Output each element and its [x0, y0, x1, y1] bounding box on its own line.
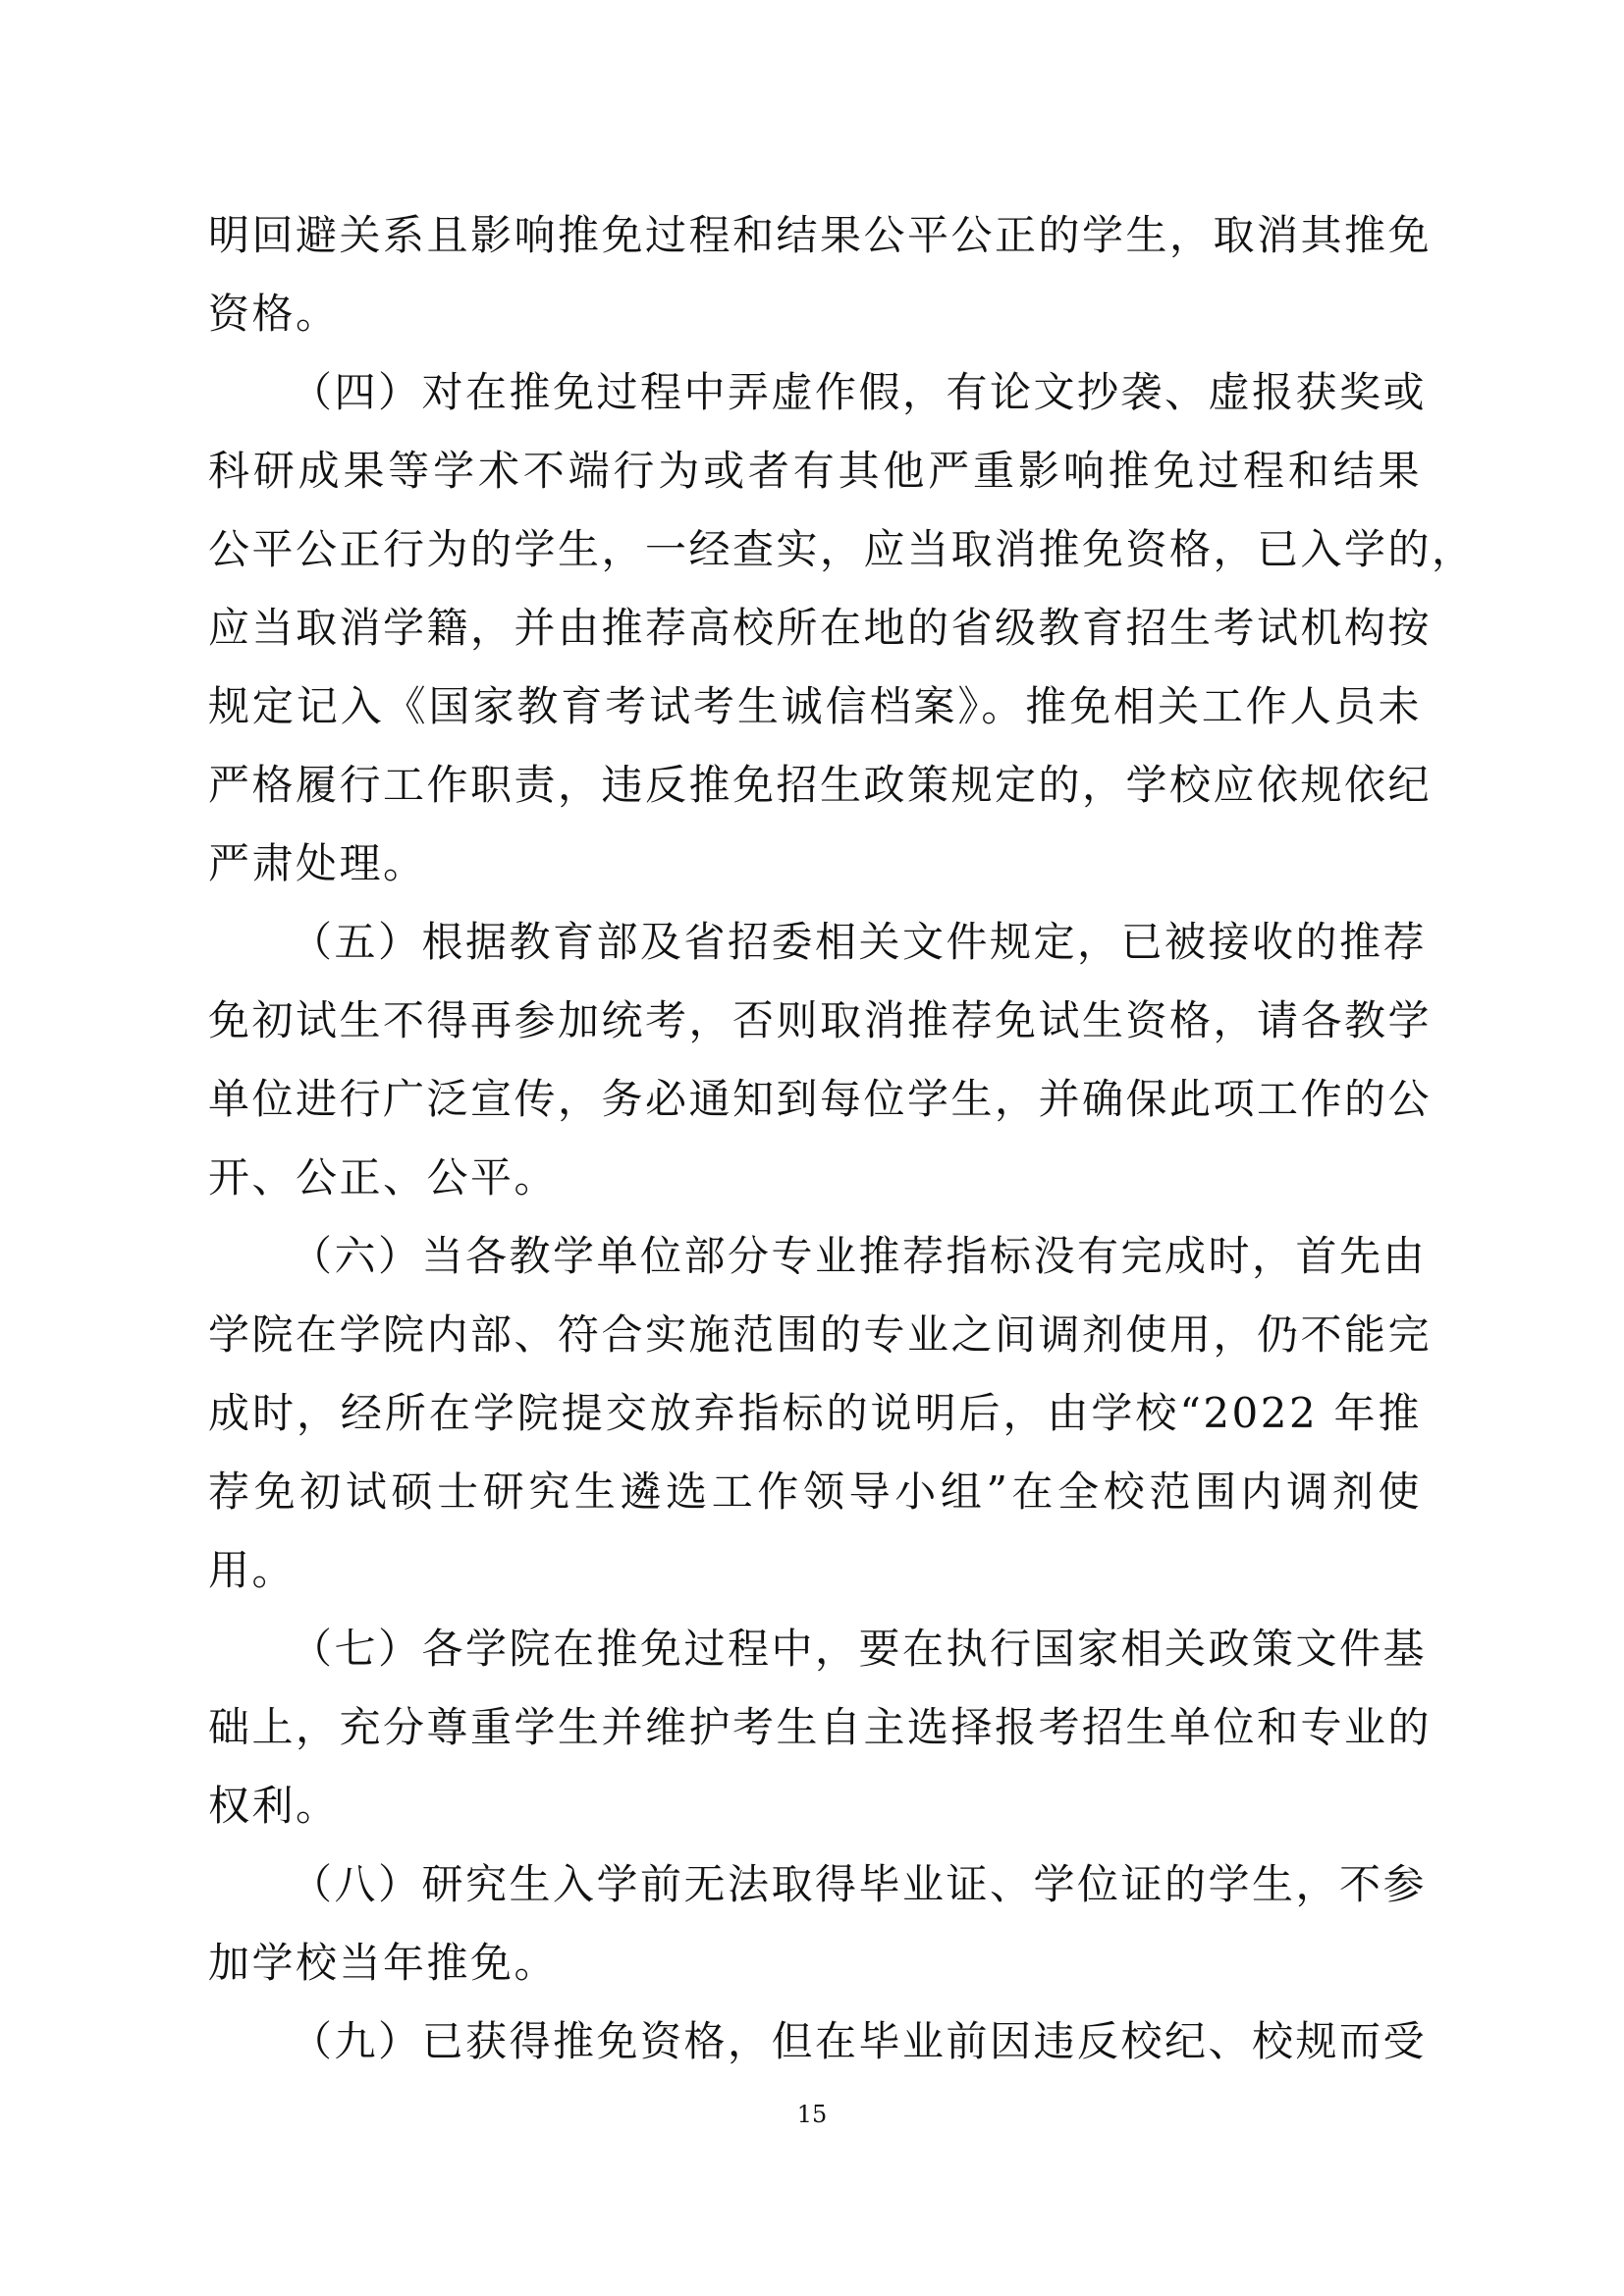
text-line-11: 免初试生不得再参加统考，否则取消推荐免试生资格，请各教学	[208, 996, 1433, 1044]
text-line-8: 严格履行工作职责，违反推免招生政策规定的，学校应依规依纪	[208, 761, 1433, 809]
paragraph-9-start: （九）已获得推免资格，但在毕业前因违反校纪、校规而受	[291, 2017, 1428, 2065]
text-line-20: 础上，充分尊重学生并维护考生自主选择报考招生单位和专业的	[208, 1703, 1433, 1751]
document-body	[208, 196, 1476, 2081]
text-line-17: 荐免初试硕士研究生遴选工作领导小组”在全校范围内调剂使	[208, 1468, 1422, 1516]
text-line-12: 单位进行广泛宣传，务必通知到每位学生，并确保此项工作的公	[208, 1075, 1433, 1123]
paragraph-4-start: （四）对在推免过程中弄虚作假，有论文抄袭、虚报获奖或	[291, 368, 1428, 416]
text-line-9: 严肃处理。	[208, 839, 427, 887]
text-line-7: 规定记入《国家教育考试考生诚信档案》。推免相关工作人员未	[208, 682, 1422, 730]
text-line-21: 权利。	[208, 1782, 340, 1830]
text-line-23: 加学校当年推免。	[208, 1939, 559, 1987]
text-line-18: 用。	[208, 1546, 297, 1594]
text-line-4: 科研成果等学术不端行为或者有其他严重影响推免过程和结果	[208, 447, 1422, 495]
text-line-1: 明回避关系且影响推免过程和结果公平公正的学生，取消其推免	[208, 211, 1433, 259]
text-line-15: 学院在学院内部、符合实施范围的专业之间调剂使用，仍不能完	[208, 1310, 1433, 1359]
paragraph-7-start: （七）各学院在推免过程中，要在执行国家相关政策文件基	[291, 1625, 1428, 1673]
text-line-6: 应当取消学籍，并由推荐高校所在地的省级教育招生考试机构按	[208, 604, 1433, 652]
paragraph-8-start: （八）研究生入学前无法取得毕业证、学位证的学生，不参	[291, 1860, 1428, 1908]
text-line-5: 公平公正行为的学生，一经查实，应当取消推免资格，已入学的，	[208, 525, 1476, 573]
text-line-16: 成时，经所在学院提交放弃指标的说明后，由学校“2022 年推	[208, 1389, 1422, 1437]
text-line-13: 开、公正、公平。	[208, 1153, 559, 1201]
page-number: 15	[796, 2101, 828, 2128]
paragraph-6-start: （六）当各教学单位部分专业推荐指标没有完成时，首先由	[291, 1232, 1428, 1280]
paragraph-5-start: （五）根据教育部及省招委相关文件规定，已被接收的推荐	[291, 918, 1428, 966]
text-line-2: 资格。	[208, 290, 340, 338]
